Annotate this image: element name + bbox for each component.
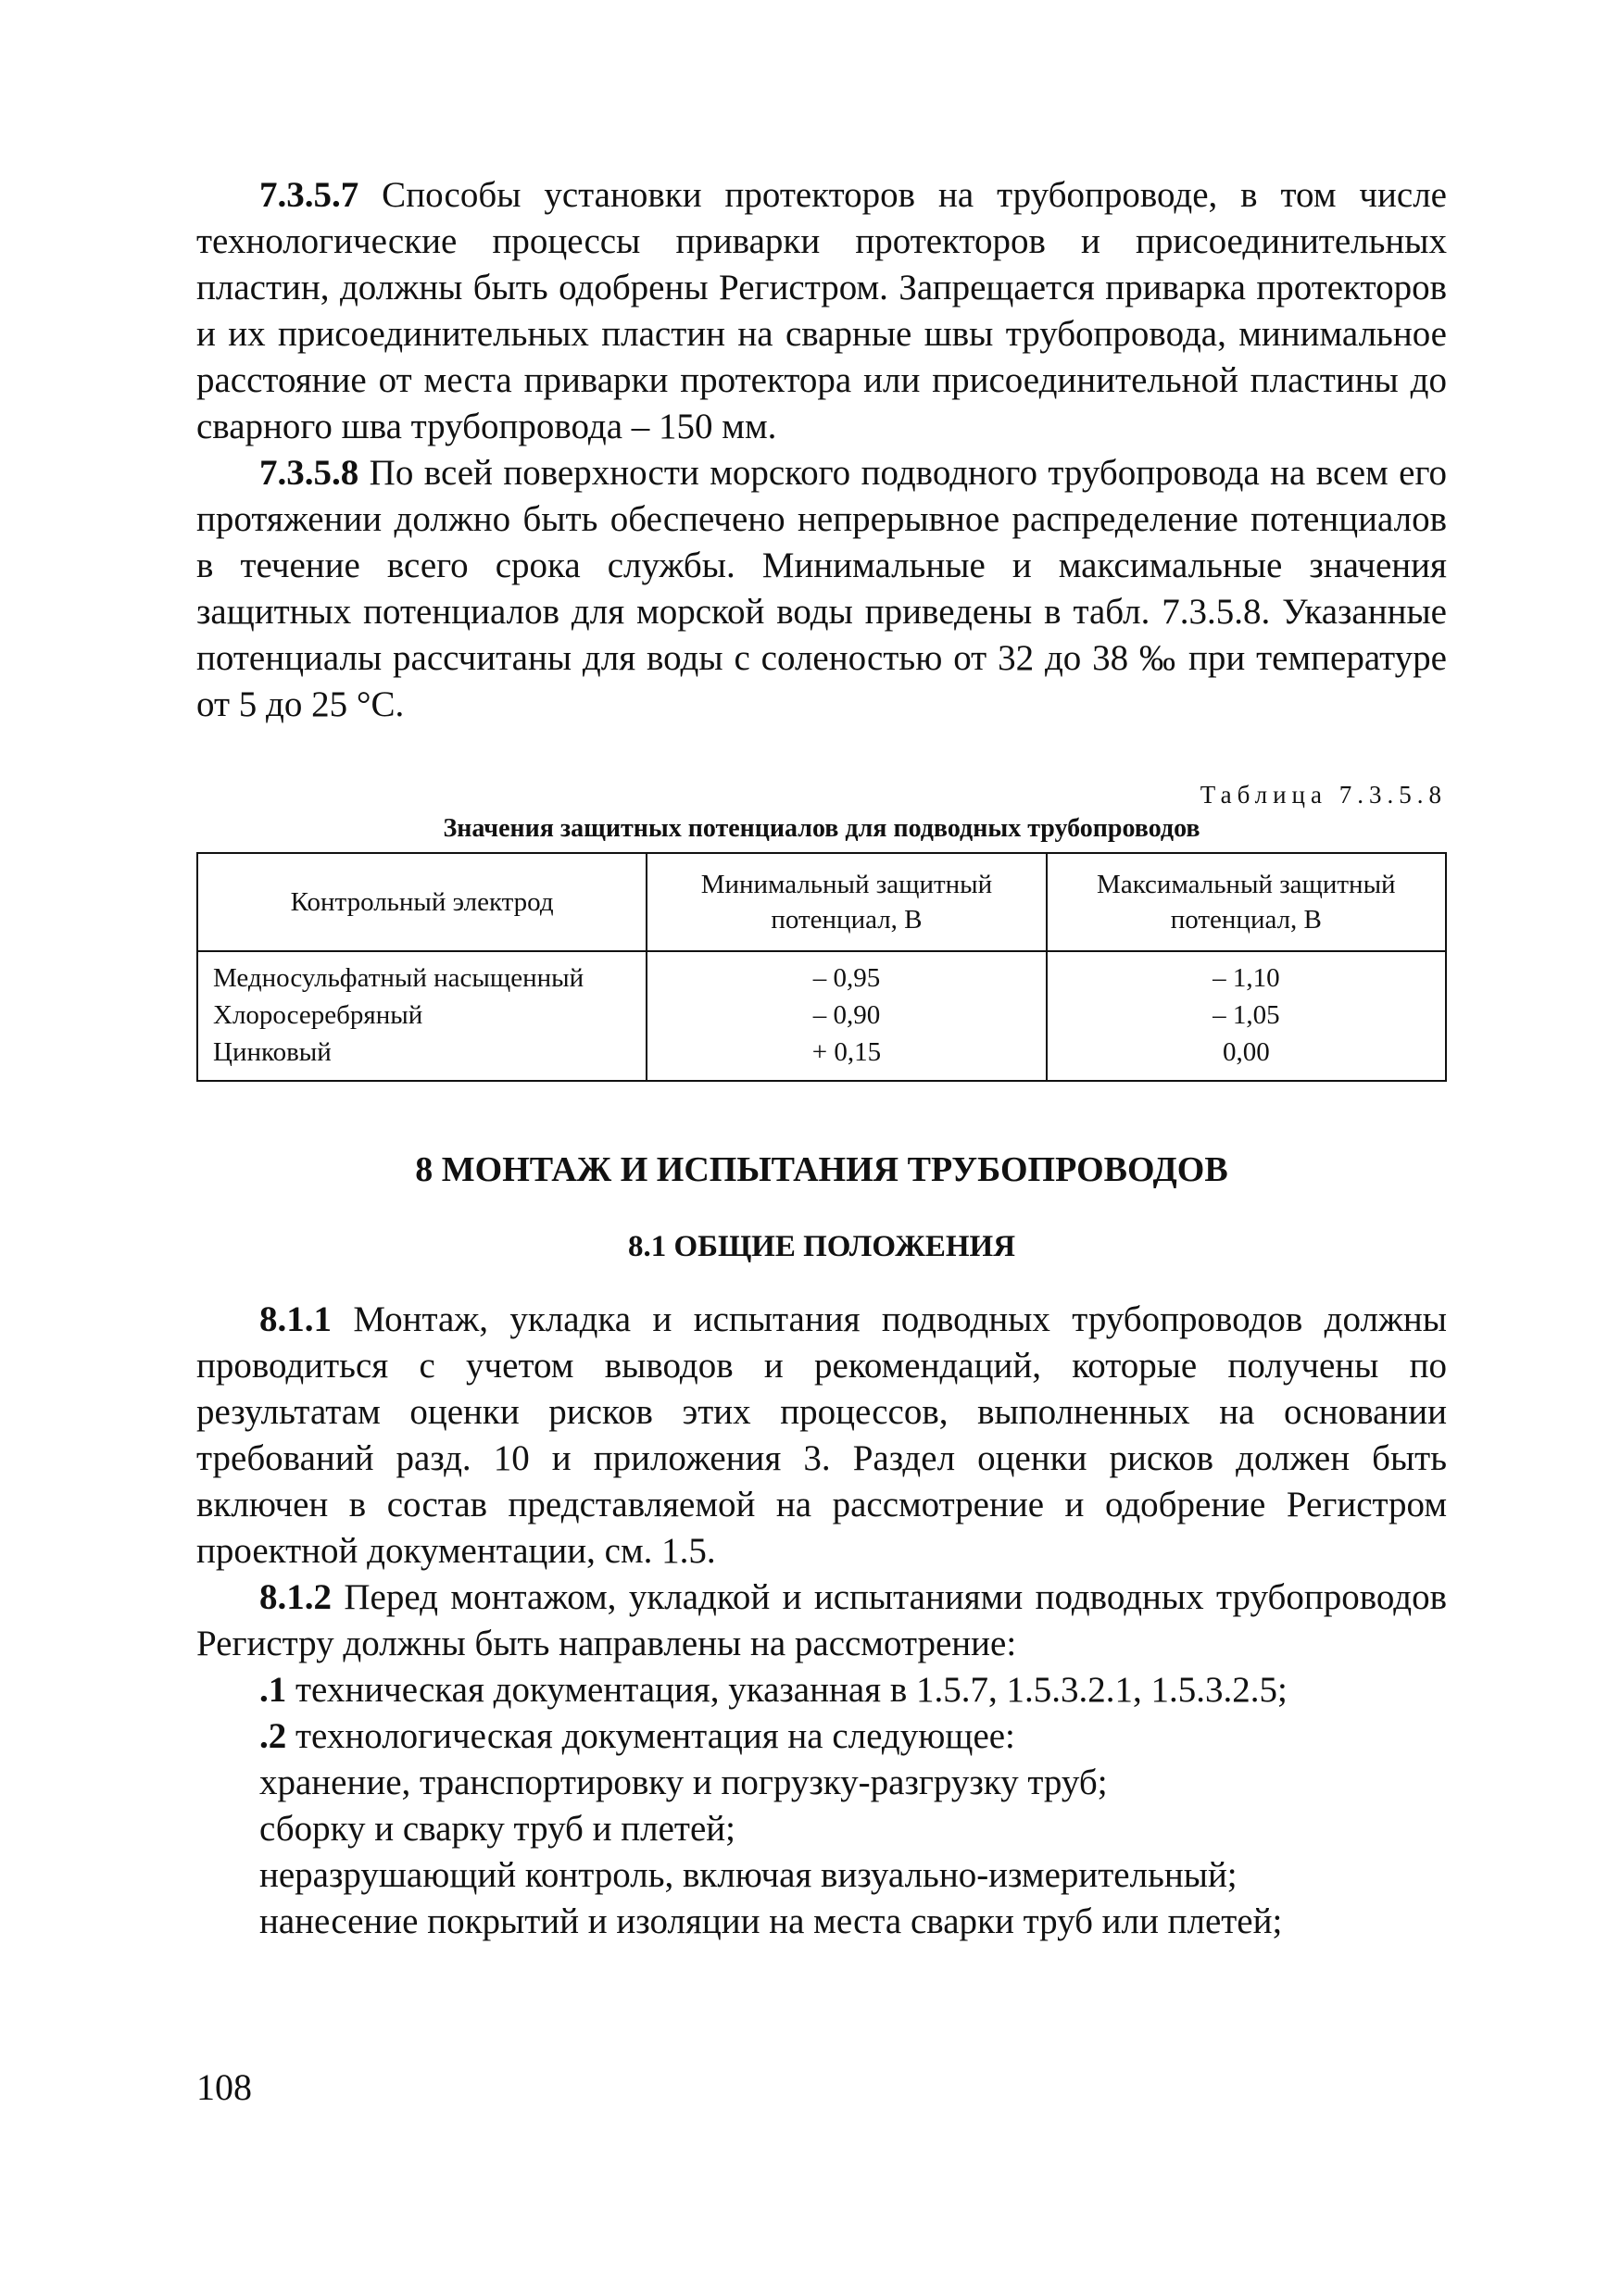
paragraph-7-3-5-8 — [196, 450, 1447, 728]
table-title: Значения защитных потенциалов для подводных трубопроводов — [443, 814, 1200, 843]
table-row — [197, 951, 1446, 1081]
header-electrode: Контрольный электрод — [197, 853, 647, 951]
sub-list-item: неразрушающий контроль, включая визуально-измерительный; — [259, 1855, 1238, 1895]
paragraph-text: Перед монтажом, укладкой и испытаниями подводных трубопроводов Регистру должны быть направлены на рассмотрение: — [196, 1577, 1447, 1663]
cell-electrode: Хлоросеребряный — [213, 1000, 423, 1030]
paragraph-8-1-1 — [196, 1297, 1447, 1575]
table-cells-electrode — [197, 951, 647, 1081]
paragraph-text: Способы установки протекторов на трубопроводе, в том числе технологические процессы приварки протекторов и присоединительных пластин, должны быть одобрены Регистром. Запрещается приварка протекторов и их присоединительных пластин на сварные швы трубопровода, минимальное расстояние от места приварки протектора или присоединительной пластины до сварного шва трубопровода – 150 мм. — [196, 175, 1447, 446]
list-item-text: техническая документация, указанная в 1.5.7, 1.5.3.2.1, 1.5.3.2.5; — [286, 1670, 1288, 1710]
page-number: 108 — [196, 2066, 252, 2108]
header-max-potential: Максимальный защитный потенциал, В — [1047, 853, 1446, 951]
table-header-row — [197, 853, 1446, 951]
list-item — [196, 1667, 1447, 1713]
cell-max-potential: – 1,05 — [1213, 1000, 1280, 1030]
table-cells-min — [647, 951, 1046, 1081]
sub-list-item: хранение, транспортировку и погрузку-разгрузку труб; — [259, 1763, 1108, 1802]
table-caption: Таблица 7.3.5.8 — [1200, 781, 1447, 809]
subchapter-title: 8.1 ОБЩИЕ ПОЛОЖЕНИЯ — [627, 1230, 1016, 1263]
clause-number: 7.3.5.7 — [259, 175, 359, 215]
sub-list-item: сборку и сварку труб и плетей; — [259, 1809, 735, 1849]
chapter-title: 8 МОНТАЖ И ИСПЫТАНИЯ ТРУБОПРОВОДОВ — [415, 1150, 1228, 1189]
cell-max-potential: 0,00 — [1222, 1037, 1270, 1067]
header-min-potential: Минимальный защитный потенциал, В — [647, 853, 1046, 951]
page-content — [196, 172, 1447, 1945]
cell-min-potential: – 0,90 — [812, 1000, 881, 1030]
list-item — [196, 1713, 1447, 1760]
cell-min-potential: + 0,15 — [811, 1037, 882, 1067]
paragraph-7-3-5-7 — [196, 172, 1447, 450]
paragraph-text: Монтаж, укладка и испытания подводных трубопроводов должны проводиться с учетом выводов и рекомендаций, которые получены по результатам оценки рисков этих процессов, выполненных на основании требований разд. 10 и приложения 3. Раздел оценки рисков должен быть включен в состав представляемой на рассмотрение и одобрение Регистром проектной документации, см. 1.5. — [196, 1299, 1447, 1571]
clause-number: 7.3.5.8 — [259, 453, 359, 493]
cell-electrode: Цинковый — [213, 1037, 332, 1067]
cell-electrode: Медносульфатный насыщенный — [213, 963, 584, 993]
paragraph-8-1-2 — [196, 1575, 1447, 1667]
list-item-number: .2 — [259, 1716, 287, 1756]
list-item-number: .1 — [259, 1670, 287, 1710]
clause-number: 8.1.1 — [259, 1299, 332, 1339]
potentials-table — [196, 852, 1447, 1082]
table-cells-max — [1047, 951, 1446, 1081]
cell-max-potential: – 1,10 — [1213, 963, 1280, 993]
list-item-text: технологическая документация на следующее: — [286, 1716, 1015, 1756]
cell-min-potential: – 0,95 — [812, 963, 881, 993]
paragraph-text: По всей поверхности морского подводного трубопровода на всем его протяжении должно быть обеспечено непрерывное распределение потенциалов в течение всего срока службы. Минимальные и максимальные значения защитных потенциалов для морской воды приведены в табл. 7.3.5.8. Указанные потенциалы рассчитаны для воды с соленостью от 32 до 38 ‰ при температуре от 5 до 25 °С. — [196, 453, 1447, 724]
sub-list-item: нанесение покрытий и изоляции на места сварки труб или плетей; — [259, 1901, 1283, 1941]
clause-number: 8.1.2 — [259, 1577, 332, 1617]
